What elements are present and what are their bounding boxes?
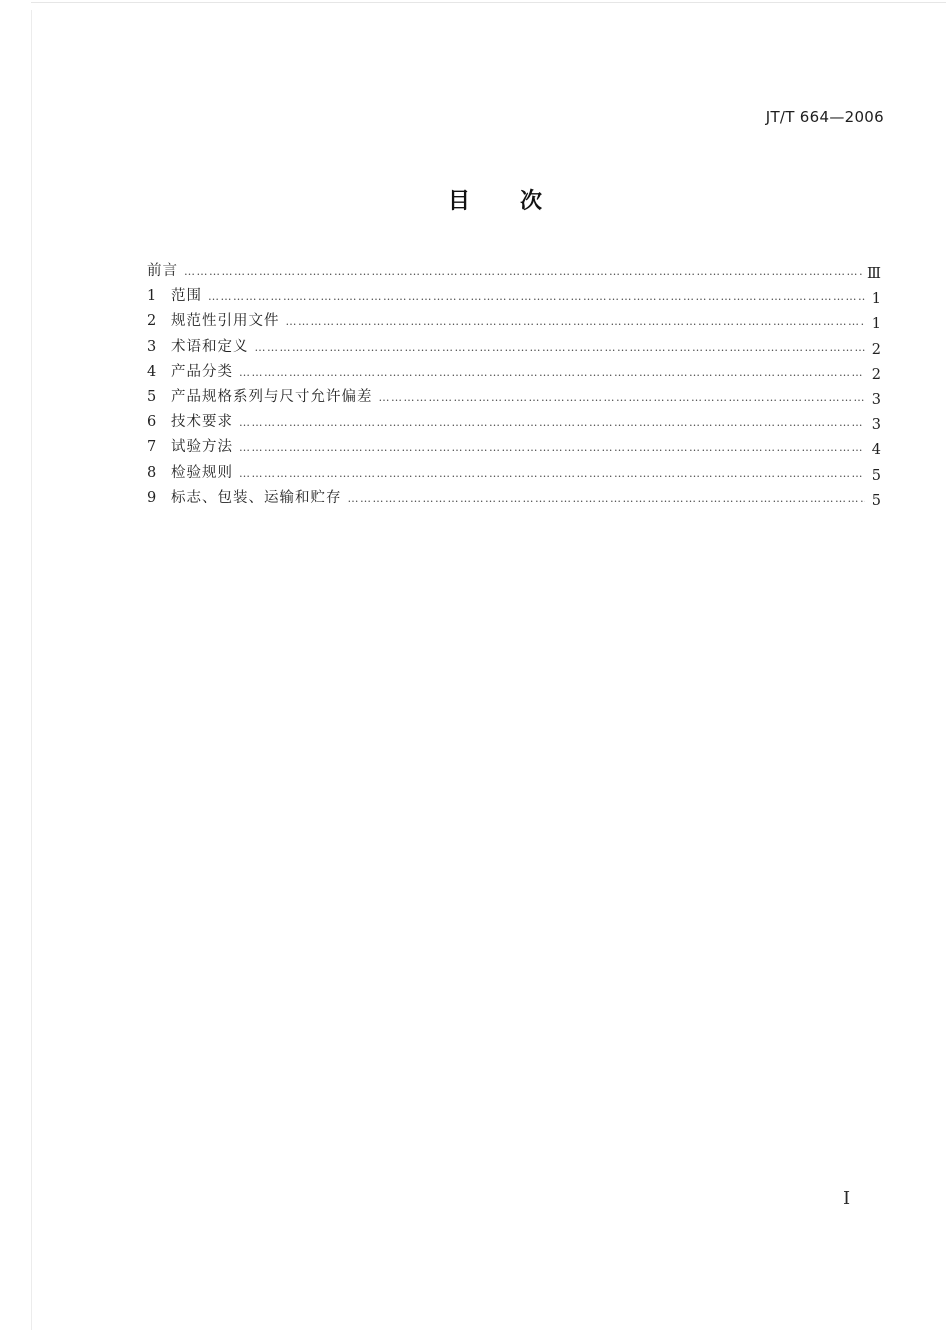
toc-entry-label: 产品分类 [171, 363, 233, 380]
toc-entry-foreword[interactable] [147, 259, 881, 284]
toc-entry-8[interactable] [147, 461, 881, 486]
toc-entry-page: 3 [871, 391, 881, 408]
toc-entry-number: 7 [147, 439, 157, 456]
toc-entry-7[interactable] [147, 435, 881, 460]
toc-entry-page: 5 [871, 492, 881, 509]
toc-dot-leader [255, 335, 866, 360]
toc-entry-label: 范围 [171, 288, 202, 305]
toc-entry-page: 5 [871, 467, 881, 484]
toc-entry-number: 9 [147, 489, 157, 506]
toc-entry-number: 3 [147, 338, 157, 355]
toc-dot-leader [239, 410, 865, 435]
toc-entry-page: Ⅲ [867, 266, 881, 282]
toc-entry-label: 产品规格系列与尺寸允许偏差 [171, 388, 373, 405]
toc-entry-3[interactable] [147, 335, 881, 360]
toc-entry-9[interactable] [147, 486, 881, 511]
toc-dot-leader [239, 461, 865, 486]
toc-entry-page: 4 [871, 442, 881, 459]
toc-dot-leader [286, 309, 866, 334]
toc-entry-label: 检验规则 [171, 464, 233, 481]
toc-list [147, 259, 881, 511]
toc-entry-label: 标志、包装、运输和贮存 [171, 489, 342, 506]
toc-entry-number: 6 [147, 414, 157, 431]
toc-entry-label: 术语和定义 [171, 338, 249, 355]
toc-entry-label: 前言 [147, 263, 178, 279]
toc-dot-leader [239, 360, 865, 385]
page-edge-top [31, 2, 946, 3]
toc-title: 目次 [447, 189, 592, 214]
toc-entry-2[interactable] [147, 309, 881, 334]
toc-entry-label: 试验方法 [171, 439, 233, 456]
page-number: Ⅰ [843, 1188, 851, 1209]
toc-entry-number: 1 [147, 288, 157, 305]
toc-entry-page: 1 [871, 316, 881, 333]
toc-dot-leader [208, 284, 865, 309]
toc-entry-page: 2 [871, 366, 881, 383]
toc-entry-label: 规范性引用文件 [171, 313, 280, 330]
toc-entry-1[interactable] [147, 284, 881, 309]
toc-entry-page: 1 [871, 291, 881, 308]
toc-dot-leader [184, 259, 863, 284]
toc-dot-leader [348, 486, 866, 511]
toc-dot-leader [239, 435, 865, 460]
document-code: JT/T 664—2006 [765, 108, 884, 126]
toc-entry-page: 3 [871, 417, 881, 434]
toc-entry-number: 5 [147, 388, 157, 405]
toc-entry-page: 2 [871, 341, 881, 358]
toc-entry-6[interactable] [147, 410, 881, 435]
toc-entry-number: 2 [147, 313, 157, 330]
toc-entry-5[interactable] [147, 385, 881, 410]
toc-dot-leader [379, 385, 866, 410]
toc-entry-4[interactable] [147, 360, 881, 385]
toc-entry-label: 技术要求 [171, 414, 233, 431]
toc-entry-number: 8 [147, 464, 157, 481]
toc-entry-number: 4 [147, 363, 157, 380]
